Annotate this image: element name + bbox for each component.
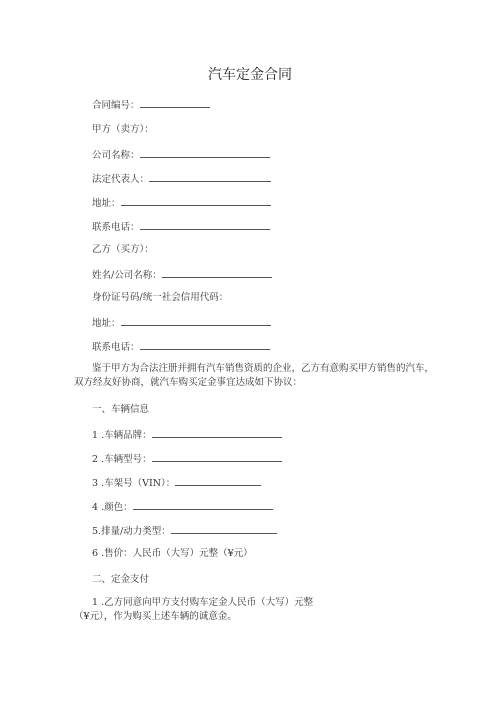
contract-number-blank[interactable] (140, 98, 210, 108)
section-deposit-heading: 二、定金支付 (92, 574, 150, 585)
party-a-address-blank[interactable] (121, 196, 271, 206)
party-b-phone-line (92, 340, 270, 354)
contract-number-line (92, 98, 210, 112)
vehicle-color-label: 4 .颜色： (92, 502, 133, 513)
party-a-address-line (92, 196, 271, 210)
party-a-legal-rep-label: 法定代表人： (92, 174, 150, 185)
party-b-heading: 乙方（买方）： (92, 244, 154, 255)
party-a-legal-rep-line (92, 172, 271, 186)
party-a-phone-line (92, 220, 270, 234)
party-b-name-label: 姓名/公司名称： (92, 270, 162, 281)
vehicle-model-line (92, 452, 282, 466)
party-a-address-label: 地址： (92, 198, 121, 209)
intro-paragraph: 鉴于甲方为合法注册并拥有汽车销售资质的企业，乙方有意购买甲方销售的汽车，双方经友好协商，就汽车购买定金事宜达成如下协议： (74, 363, 435, 388)
document-title: 汽车定金合同 (208, 67, 292, 83)
vehicle-brand-line (92, 428, 282, 442)
vehicle-vin-label: 3 .车架号（VIN）： (92, 478, 176, 489)
vehicle-engine-label: 5.排量/动力类型： (92, 526, 171, 537)
party-a-heading: 甲方（卖方）： (92, 124, 154, 135)
party-b-address-label: 地址： (92, 318, 121, 329)
party-b-name-line (92, 268, 272, 282)
party-a-phone-label: 联系电话： (92, 222, 140, 233)
vehicle-brand-label: 1 .车辆品牌： (92, 430, 152, 441)
party-b-phone-label: 联系电话： (92, 342, 140, 353)
party-b-id-line: 身份证号码/统一社会信用代码： (92, 292, 229, 303)
party-b-phone-blank[interactable] (140, 340, 270, 350)
party-b-address-blank[interactable] (121, 316, 271, 326)
party-a-company-blank[interactable] (140, 148, 270, 158)
deposit-paragraph: 1 .乙方同意向甲方支付购车定金人民币（大写）元整（¥元），作为购买上述车辆的诚意金。 (74, 597, 314, 622)
section-vehicle-info-heading: 一、车辆信息 (92, 404, 150, 415)
vehicle-model-blank[interactable] (152, 452, 282, 462)
party-b-address-line (92, 316, 271, 330)
vehicle-model-label: 2 .车辆型号： (92, 454, 152, 465)
party-a-company-line (92, 148, 270, 162)
vehicle-color-blank[interactable] (133, 500, 273, 510)
contract-number-label: 合同编号： (92, 100, 140, 111)
party-a-company-label: 公司名称： (92, 150, 140, 161)
vehicle-brand-blank[interactable] (152, 428, 282, 438)
vehicle-color-line (92, 500, 273, 514)
vehicle-vin-line (92, 476, 261, 490)
party-a-phone-blank[interactable] (140, 220, 270, 230)
party-a-legal-rep-blank[interactable] (149, 172, 271, 182)
party-b-name-blank[interactable] (162, 268, 272, 278)
vehicle-vin-blank[interactable] (175, 476, 261, 486)
vehicle-engine-blank[interactable] (171, 524, 277, 534)
vehicle-engine-line (92, 524, 277, 538)
vehicle-price-line: 6 .售价：人民币（大写）元整（¥元） (92, 548, 253, 559)
